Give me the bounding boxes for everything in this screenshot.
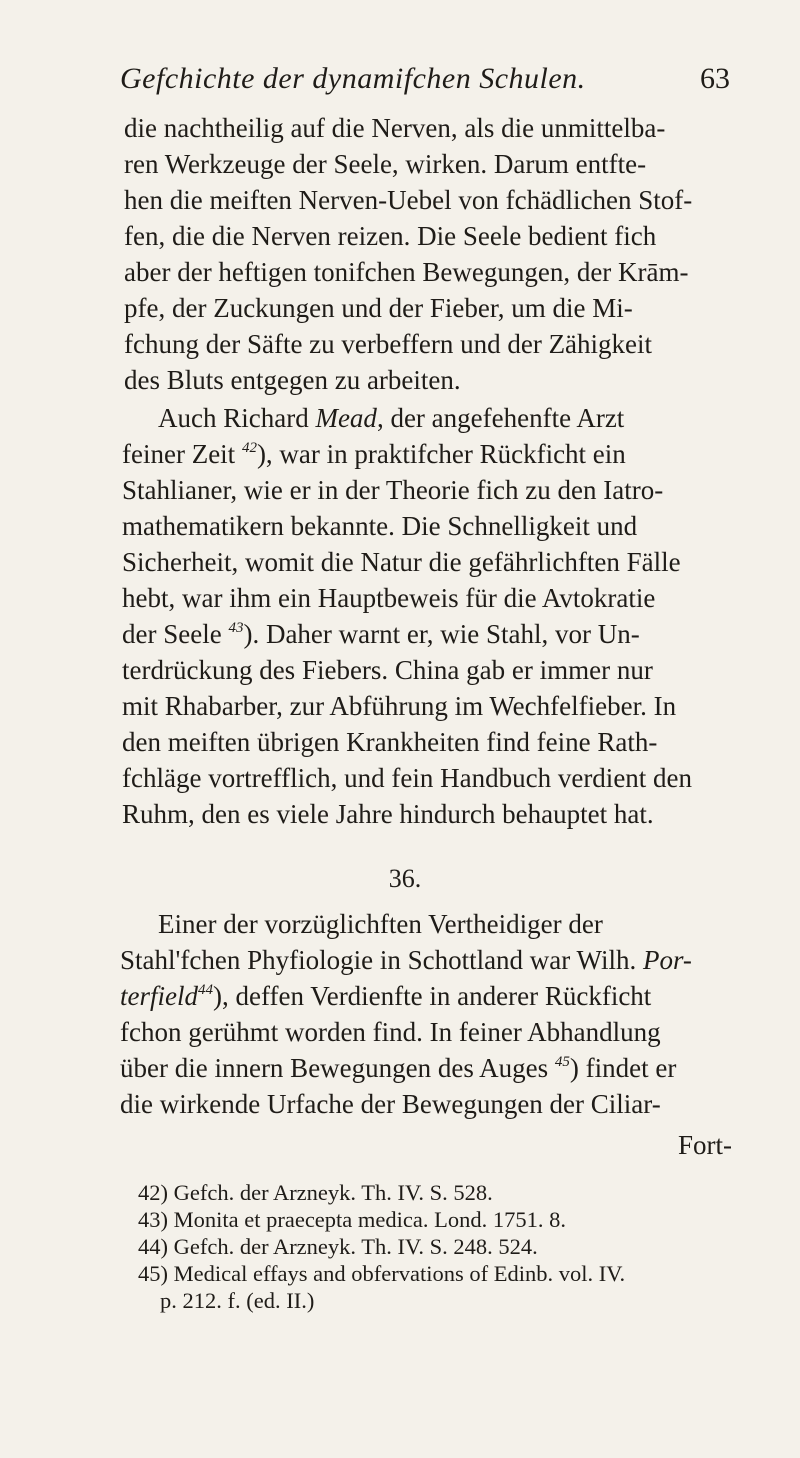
text-segment: ). Daher warnt er, wie Stahl, vor Un- — [243, 619, 640, 649]
text-line: Stahlianer, wie er in der Theorie fich zu den Iatro- — [122, 475, 664, 505]
text-line: die wirkende Urfache der Bewegungen der Ciliar- — [120, 1089, 661, 1119]
catchword: Fort- — [678, 1130, 732, 1160]
text-segment: ), deffen Verdienfte in anderer Rückficht — [212, 981, 652, 1011]
text-line — [122, 618, 748, 650]
text-line: fchung der Säfte zu verbeffern und der Zähigkeit — [124, 329, 653, 359]
text-line: mathematikern bekannte. Die Schnelligkeit und — [122, 511, 638, 541]
footnote: 45) Medical effays and obfervations of Edinb. vol. IV. — [138, 1261, 626, 1286]
footnote-ref: 42 — [241, 440, 257, 456]
text-segment: ), war in praktifcher Rückficht ein — [256, 439, 626, 469]
text-line: fchläge vortrefflich, und fein Handbuch verdient den — [122, 763, 693, 793]
text-segment: ) findet er — [569, 1053, 677, 1083]
text-segment: Stahl'fchen Phyfiologie in Schottland war Wilh. — [120, 945, 643, 975]
text-segment: über die innern Bewegungen des Auges — [120, 1053, 555, 1083]
text-line: ren Werkzeuge der Seele, wirken. Darum entfte- — [124, 149, 647, 179]
text-line: mit Rhabarber, zur Abführung im Wechfelfieber. In — [122, 691, 677, 721]
person-name-porterfield: Por- — [642, 945, 692, 975]
footnote-continuation: p. 212. f. (ed. II.) — [160, 1288, 315, 1313]
text-segment: , der angefehenfte Arzt — [376, 403, 625, 433]
text-line — [120, 944, 748, 976]
footnote: 42) Gefch. der Arzneyk. Th. IV. S. 528. — [138, 1180, 493, 1205]
text-segment: der Seele — [122, 619, 229, 649]
section-number: 36. — [388, 864, 422, 893]
text-line — [122, 438, 748, 470]
page-number: 63 — [700, 62, 730, 95]
text-line: den meiften übrigen Krankheiten find feine Rath- — [122, 727, 658, 757]
text-line: aber der heftigen tonifchen Bewegungen, der Krām- — [124, 257, 689, 287]
footnote-ref: 45 — [554, 1054, 570, 1070]
text-line — [120, 980, 748, 1012]
text-line — [158, 402, 748, 434]
text-line: fen, die die Nerven reizen. Die Seele bedient fich — [124, 221, 657, 251]
text-line: hebt, war ihm ein Hauptbeweis für die Avtokratie — [122, 583, 656, 613]
text-line: fchon gerühmt worden find. In feiner Abhandlung — [120, 1017, 661, 1047]
text-line: Ruhm, den es viele Jahre hindurch behauptet hat. — [122, 799, 654, 829]
text-line — [120, 1052, 748, 1084]
page-header — [120, 62, 730, 102]
person-name-porterfield: terfield — [120, 981, 198, 1011]
person-name-mead: Mead — [315, 403, 377, 433]
text-segment: feiner Zeit — [122, 439, 242, 469]
footnote: 43) Monita et praecepta medica. Lond. 1751. 8. — [138, 1207, 566, 1232]
text-line: des Bluts entgegen zu arbeiten. — [124, 365, 461, 395]
footnote-ref: 44 — [197, 982, 213, 998]
text-line: Sicherheit, womit die Natur die gefährlichften Fälle — [122, 547, 681, 577]
text-line: die nachtheilig auf die Nerven, als die unmittelba- — [124, 113, 666, 143]
running-title: Gefchichte der dynamifchen Schulen. — [120, 62, 586, 95]
text-line: Einer der vorzüglichften Vertheidiger der — [158, 909, 603, 939]
text-line: terdrückung des Fiebers. China gab er immer nur — [122, 655, 653, 685]
text-segment: Auch Richard — [158, 403, 316, 433]
footnote-ref: 43 — [228, 620, 244, 636]
footnote: 44) Gefch. der Arzneyk. Th. IV. S. 248. 524. — [138, 1234, 538, 1259]
text-line: pfe, der Zuckungen und der Fieber, um die Mi- — [124, 293, 633, 323]
text-line: hen die meiften Nerven-Uebel von fchädlichen Stof- — [124, 185, 693, 215]
